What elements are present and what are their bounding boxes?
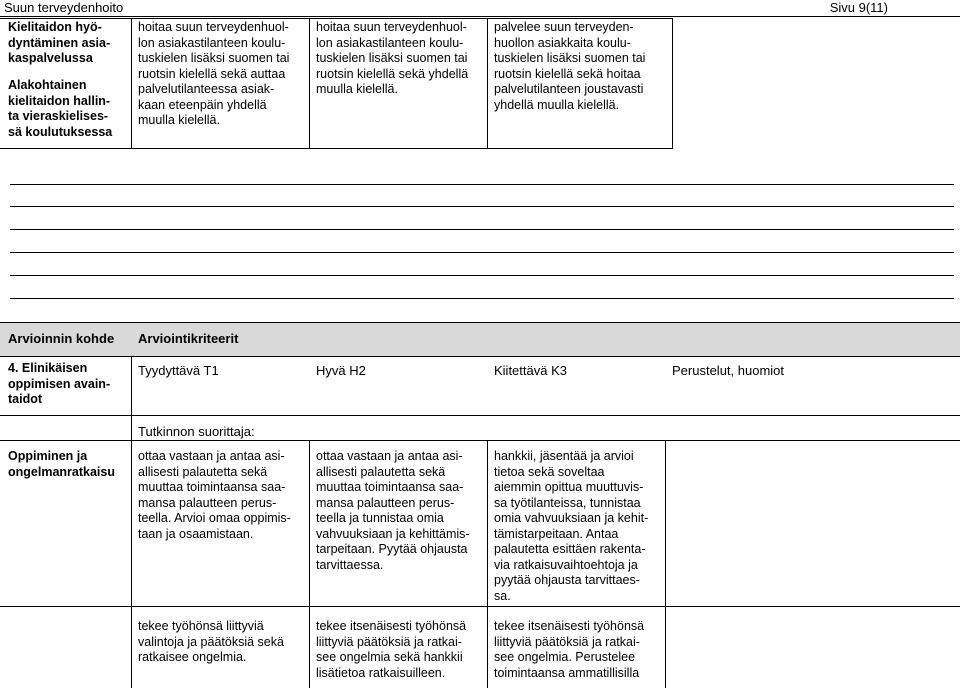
- document-title: Suun terveydenhoito: [4, 0, 124, 15]
- criteria-t1-text: hoitaa suun terveydenhuol- lon asiakastilanteen koulu- tuskielen lisäksi suomen tai ruotsin kielellä sekä auttaa palvelutilanteessa asiak- kaan eteenpäin yhdellä muulla kielellä.: [138, 20, 290, 127]
- section-rule-5: [0, 606, 960, 607]
- criteria-h2-text: hoitaa suun terveydenhuol- lon asiakastilanteen koulu- tuskielen lisäksi suomen tai ruotsin kielellä sekä yhdellä muulla kielellä.: [316, 20, 469, 96]
- r2-k3-text: tekee itsenäisesti työhönsä liittyviä päätöksiä ja ratkai- see ongelmia. Perustelee toimintaansa ammatillisilla: [494, 619, 645, 680]
- header-rule: [0, 16, 960, 17]
- tutkinnon-suorittaja-label: Tutkinnon suorittaja:: [138, 424, 255, 439]
- r2-t1-text: tekee työhönsä liittyviä valintoja ja päätöksiä sekä ratkaisee ongelmia.: [138, 619, 284, 664]
- notes-column-label: Perustelut, huomiot: [672, 363, 785, 378]
- r1-t1-text: ottaa vastaan ja antaa asi- allisesti palautetta sekä muuttaa toimintaansa saa- mansa palautteen perus- teella. Arvioi omaa oppimis- taan ja osaamistaan.: [138, 449, 291, 541]
- page-header: [0, 0, 960, 16]
- top-table-divider-1: [131, 18, 132, 149]
- section-divider-3: [487, 440, 488, 688]
- r1-k3-text: hankkii, jäsentää ja arvioi tietoa sekä soveltaa aiemmin opittua muuttuvis- sa työtilanteissa, tunnistaa omia vahvuuksiaan ja kehit- tämistarpeitaan. Antaa palautetta esittäen rakenta- via ratkaisuvaihtoehtoja ja pyytää ohjausta tarvittaes- sa.: [494, 449, 649, 603]
- section-divider-1: [131, 356, 132, 688]
- note-line: [10, 184, 954, 185]
- top-table-divider-2: [309, 18, 310, 149]
- page-number: Sivu 9(11): [829, 0, 888, 15]
- grade-h2-label: Hyvä H2: [316, 363, 366, 378]
- arviointikriteerit-heading: Arviointikriteerit: [138, 331, 239, 346]
- criteria-k3-text: palvelee suun terveyden- huollon asiakkaita koulu- tuskielen lisäksi suomen tai ruotsin kielellä sekä hoitaa palvelutilanteen joustavasti yhdellä muulla kielellä.: [494, 20, 646, 112]
- note-line: [10, 229, 954, 230]
- section-rule-3: [0, 415, 960, 416]
- r1-h2-text: ottaa vastaan ja antaa asi- allisesti palautetta sekä muuttaa toimintaansa saa- mansa palautteen perus- teella ja tunnistaa omia vahvuuksiaan ja kehittämis- tarpeitaan. Pyytää ohjausta tarvittaessa.: [316, 449, 470, 572]
- r2-h2-text: tekee itsenäisesti työhönsä liittyviä päätöksiä ja ratkai- see ongelmia sekä hankkii lisätietoa ratkaisuilleen.: [316, 619, 467, 680]
- note-line: [10, 206, 954, 207]
- top-table-divider-3: [487, 18, 488, 149]
- grade-k3-label: Kiitettävä K3: [494, 363, 567, 378]
- oppiminen-row-title: Oppiminen ja ongelmanratkaisu: [8, 449, 115, 479]
- section-divider-2: [309, 440, 310, 688]
- section-rule-2: [0, 356, 960, 357]
- note-line: [10, 252, 954, 253]
- competence-subtitle: Alakohtainen kielitaidon hallin- ta vieraskielises- sä koulutuksessa: [8, 78, 113, 139]
- competence-title: Kielitaidon hyö- dyntäminen asia- kaspalvelussa: [8, 20, 111, 65]
- section-top-rule: [0, 322, 960, 323]
- key-competences-title: 4. Elinikäisen oppimisen avain- taidot: [8, 361, 111, 406]
- section-rule-4: [0, 440, 960, 441]
- note-line: [10, 275, 954, 276]
- grade-t1-label: Tyydyttävä T1: [138, 363, 219, 378]
- section-divider-4: [665, 440, 666, 688]
- note-line: [10, 298, 954, 299]
- top-table-bottom-border: [0, 148, 673, 149]
- arvioinnin-kohde-heading: Arvioinnin kohde: [8, 331, 115, 346]
- top-table-divider-4: [672, 18, 673, 149]
- top-table-top-border: [0, 18, 673, 19]
